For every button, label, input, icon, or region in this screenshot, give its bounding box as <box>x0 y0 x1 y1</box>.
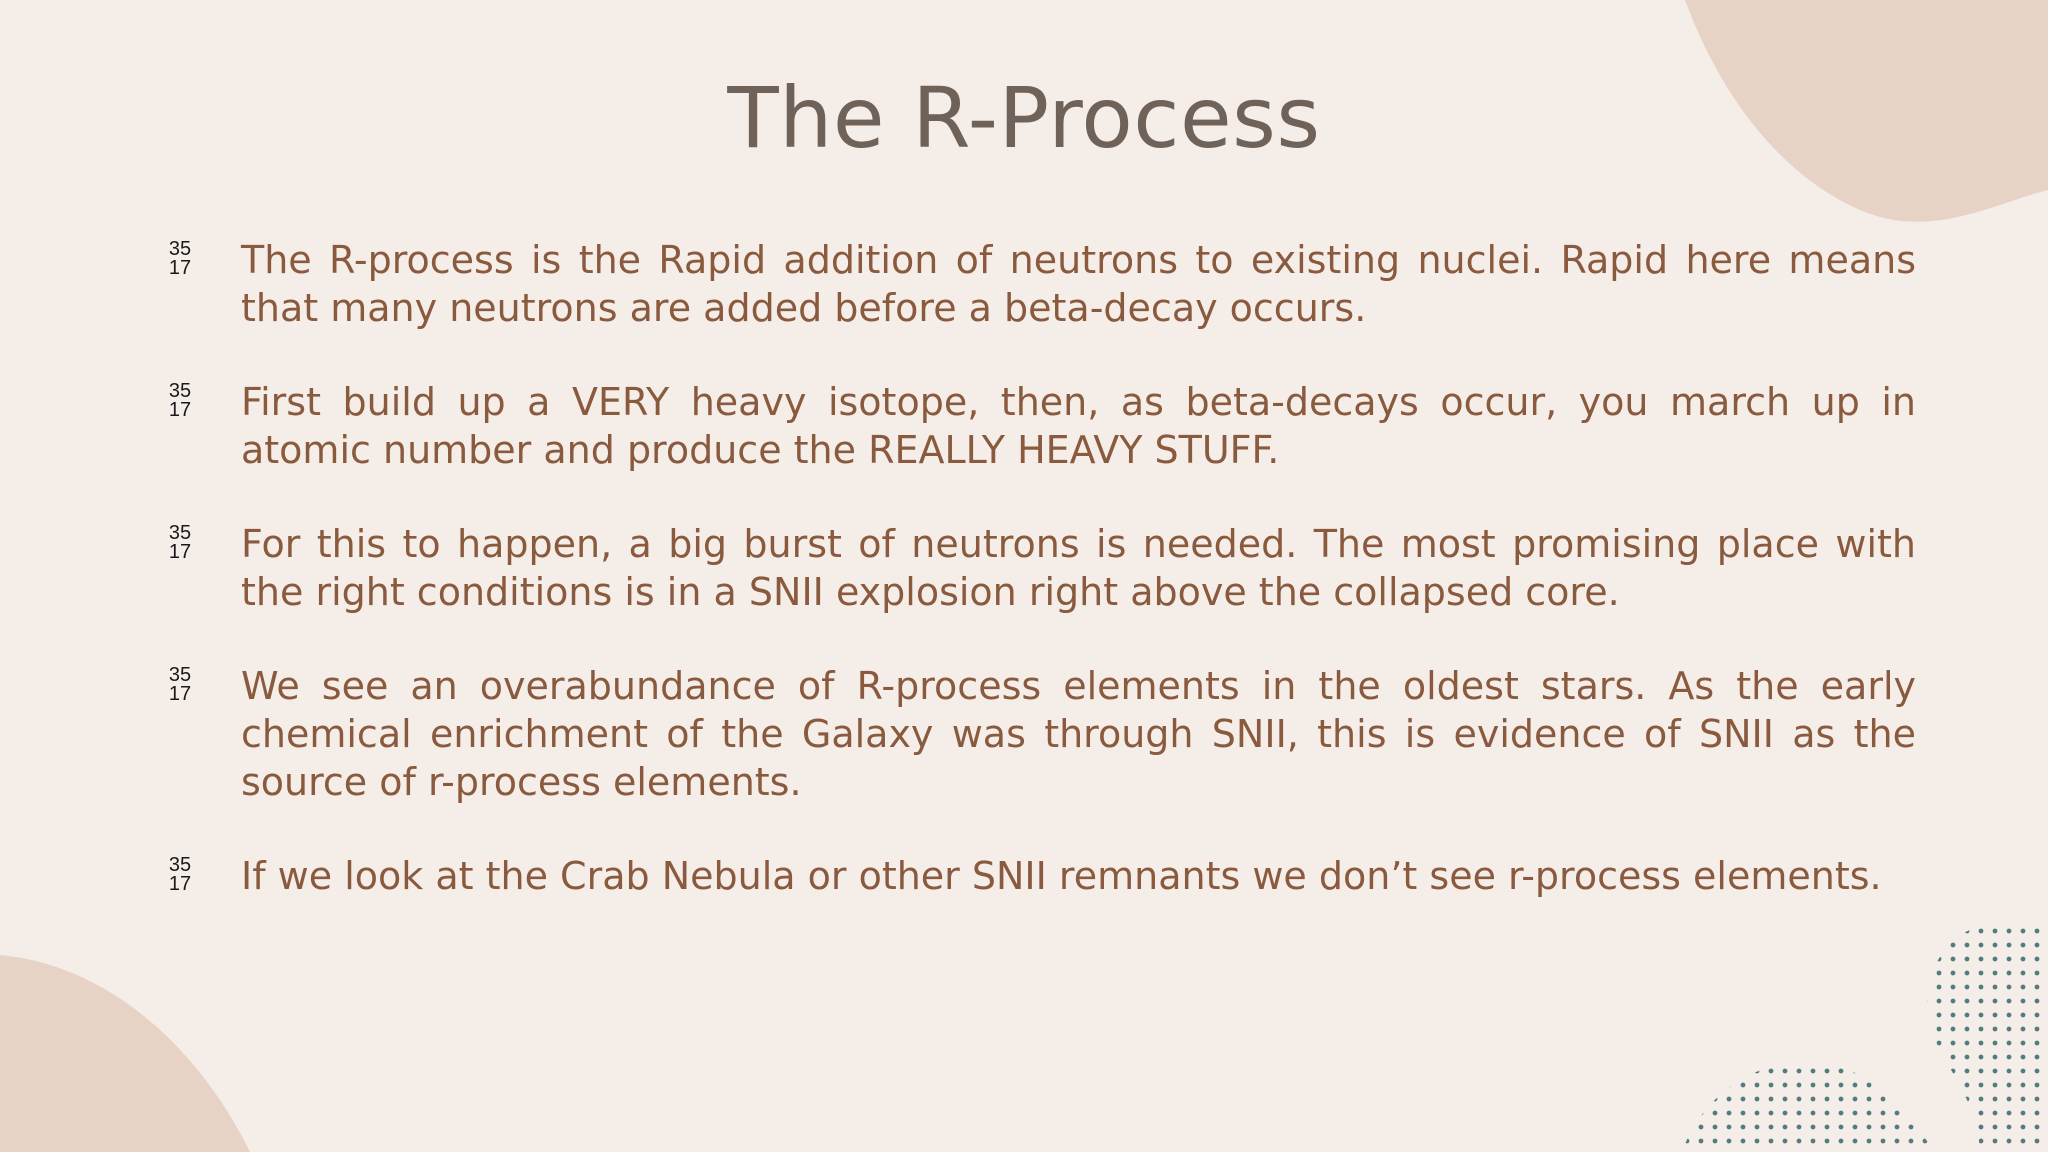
isotope-bullet-icon <box>165 240 195 278</box>
bullet-text: If we look at the Crab Nebula or other SNII remnants we don’t see r-process elements. <box>241 854 1882 898</box>
bullet-list <box>165 236 1916 946</box>
bottom-left-blob-shape <box>0 955 250 1152</box>
bullet-marker-bottom: 17 <box>168 683 192 705</box>
bullet-text: The R-process is the Rapid addition of neutrons to existing nuclei. Rapid here means that many neutrons are added before a beta-decay occurs. <box>241 238 1916 330</box>
bullet-item-3 <box>165 520 1916 616</box>
slide-title: The R-Process <box>727 69 1321 167</box>
bullet-text: We see an overabundance of R-process elements in the oldest stars. As the early chemical enrichment of the Galaxy was through SNII, this is evidence of SNII as the source of r-process elements. <box>241 664 1916 804</box>
bullet-marker-top: 35 <box>168 854 192 876</box>
bullet-item-5 <box>165 852 1916 900</box>
bullet-marker-bottom: 17 <box>168 541 192 563</box>
dotted-pattern-bottom <box>1682 1062 1935 1152</box>
bullet-marker-top: 35 <box>168 664 192 686</box>
dotted-pattern-right <box>1927 923 2048 1152</box>
isotope-bullet-icon <box>165 382 195 420</box>
bullet-marker-bottom: 17 <box>168 873 192 895</box>
bullet-item-1 <box>165 236 1916 332</box>
bullet-text: For this to happen, a big burst of neutrons is needed. The most promising place with the right conditions is in a SNII explosion right above the collapsed core. <box>241 522 1916 614</box>
isotope-bullet-icon <box>165 524 195 562</box>
bullet-marker-top: 35 <box>168 380 192 402</box>
bullet-text: First build up a VERY heavy isotope, then, as beta-decays occur, you march up in atomic number and produce the REALLY HEAVY STUFF. <box>241 380 1916 472</box>
isotope-bullet-icon <box>165 856 195 894</box>
bullet-marker-bottom: 17 <box>168 257 192 279</box>
bullet-item-4 <box>165 662 1916 806</box>
bullet-marker-bottom: 17 <box>168 399 192 421</box>
bullet-item-2 <box>165 378 1916 474</box>
bullet-marker-top: 35 <box>168 522 192 544</box>
bullet-marker-top: 35 <box>168 238 192 260</box>
isotope-bullet-icon <box>165 666 195 704</box>
